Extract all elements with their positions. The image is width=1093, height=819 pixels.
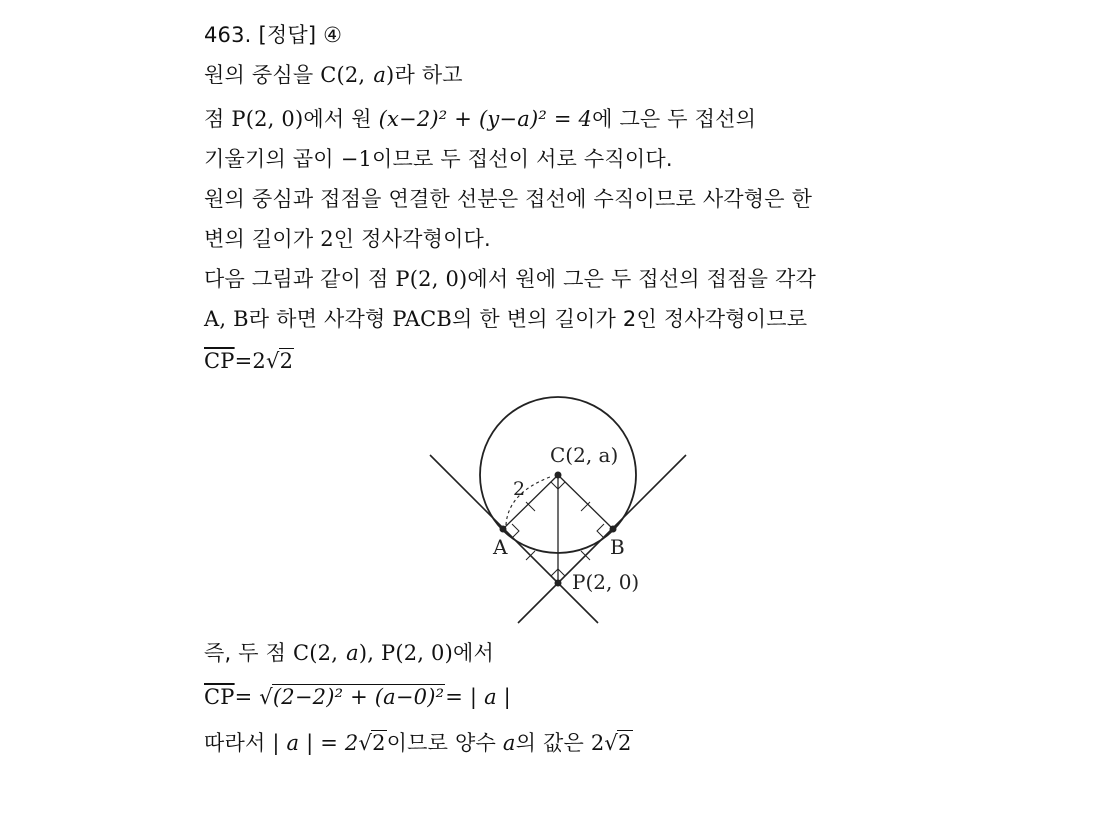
tick-ca xyxy=(526,502,535,511)
math: P(2, 0) xyxy=(395,267,468,291)
solution-line-9 xyxy=(204,638,494,668)
label-radius: 2 xyxy=(513,478,526,500)
sqrt xyxy=(266,346,294,376)
text: 에서 원에 그은 두 접선의 접점을 각각 xyxy=(467,267,816,291)
answer-value: ④ xyxy=(323,23,343,47)
tangent-figure xyxy=(420,395,700,625)
math: = xyxy=(234,685,253,709)
point-a xyxy=(500,526,507,533)
radicand: 2 xyxy=(617,731,632,755)
math: = xyxy=(234,349,253,373)
text: 에 그은 두 접선의 xyxy=(592,107,757,131)
answer-label: [정답] xyxy=(258,23,317,47)
sqrt-sign: √ xyxy=(265,349,280,373)
solution-line-11 xyxy=(204,728,633,758)
right-angle-b xyxy=(597,524,604,538)
math: −1 xyxy=(340,147,373,171)
text: 기울기의 곱이 xyxy=(204,147,334,171)
solution-line-10 xyxy=(204,682,511,712)
math: | a | = 2 xyxy=(272,731,359,755)
sqrt xyxy=(604,728,632,758)
solution-line-1 xyxy=(204,60,463,90)
text: 다음 그림과 같이 점 xyxy=(204,267,389,291)
right-angle-a xyxy=(512,524,519,538)
math: ) xyxy=(386,63,395,87)
text: 점 xyxy=(204,107,225,131)
text: 에서 xyxy=(453,641,494,665)
math: ), xyxy=(358,641,375,665)
math: 2 xyxy=(320,227,334,251)
text: 변의 길이가 xyxy=(204,227,314,251)
problem-number: 463. xyxy=(204,23,252,47)
sqrt-sign: √ xyxy=(358,731,373,755)
math-var: a xyxy=(502,731,516,755)
sqrt-sign: √ xyxy=(259,685,273,709)
text: 즉, 두 점 xyxy=(204,641,287,665)
text: 의 한 변의 길이가 2인 정사각형이므로 xyxy=(452,307,808,331)
solution-line-7 xyxy=(204,304,807,334)
text: 인 정사각형이다. xyxy=(333,227,491,251)
sqrt xyxy=(259,682,445,712)
tick-cb xyxy=(581,502,590,511)
math: PACB xyxy=(392,307,453,331)
math: C(2, xyxy=(292,641,339,665)
text: 이므로 두 접선이 서로 수직이다. xyxy=(372,147,673,171)
math: P(2, 0) xyxy=(231,107,304,131)
label-a: A xyxy=(493,535,508,559)
circle-equation: (x−2)² + (y−a)² = 4 xyxy=(378,107,593,131)
math: A, xyxy=(204,307,227,331)
text: 원의 중심을 xyxy=(204,63,314,87)
segment-cp: $\overline{CP}$ xyxy=(204,685,235,709)
math: P(2, 0) xyxy=(381,641,453,665)
text: 원의 중심과 접점을 연결한 선분은 접선에 수직이므로 사각형은 한 xyxy=(204,187,813,211)
label-p: P(2, 0) xyxy=(572,570,640,594)
math: B xyxy=(233,307,249,331)
point-p xyxy=(555,580,562,587)
text: 라 하면 사각형 xyxy=(248,307,386,331)
solution-line-4 xyxy=(204,184,812,214)
math: C(2, xyxy=(320,63,366,87)
math-var: a xyxy=(346,641,359,665)
text: 이므로 양수 xyxy=(386,731,496,755)
text: 라 하고 xyxy=(394,63,463,87)
text: 의 값은 xyxy=(515,731,584,755)
math: 2 xyxy=(590,731,605,755)
solution-line-8 xyxy=(204,346,294,376)
text: 에서 원 xyxy=(303,107,372,131)
solution-line-2 xyxy=(204,104,756,134)
segment-cp: $\overline{CP}$ xyxy=(204,349,235,373)
math-var: a xyxy=(373,63,387,87)
math: 2 xyxy=(252,349,266,373)
radicand: 2 xyxy=(279,349,294,373)
radius-ca xyxy=(503,475,558,529)
label-b: B xyxy=(610,535,625,559)
point-b xyxy=(610,526,617,533)
sqrt xyxy=(359,728,387,758)
sqrt-sign: √ xyxy=(604,731,618,755)
label-c: C(2, a) xyxy=(550,443,619,467)
solution-line-5 xyxy=(204,224,491,254)
radicand: 2 xyxy=(372,731,386,755)
radius-cb xyxy=(558,475,613,529)
point-c xyxy=(555,472,562,479)
solution-line-6 xyxy=(204,264,816,294)
problem-header xyxy=(204,20,342,50)
radicand: (2−2)² + (a−0)² xyxy=(272,685,445,709)
solution-line-3 xyxy=(204,144,673,174)
text: 따라서 xyxy=(204,731,266,755)
math: = | a | xyxy=(445,685,511,709)
